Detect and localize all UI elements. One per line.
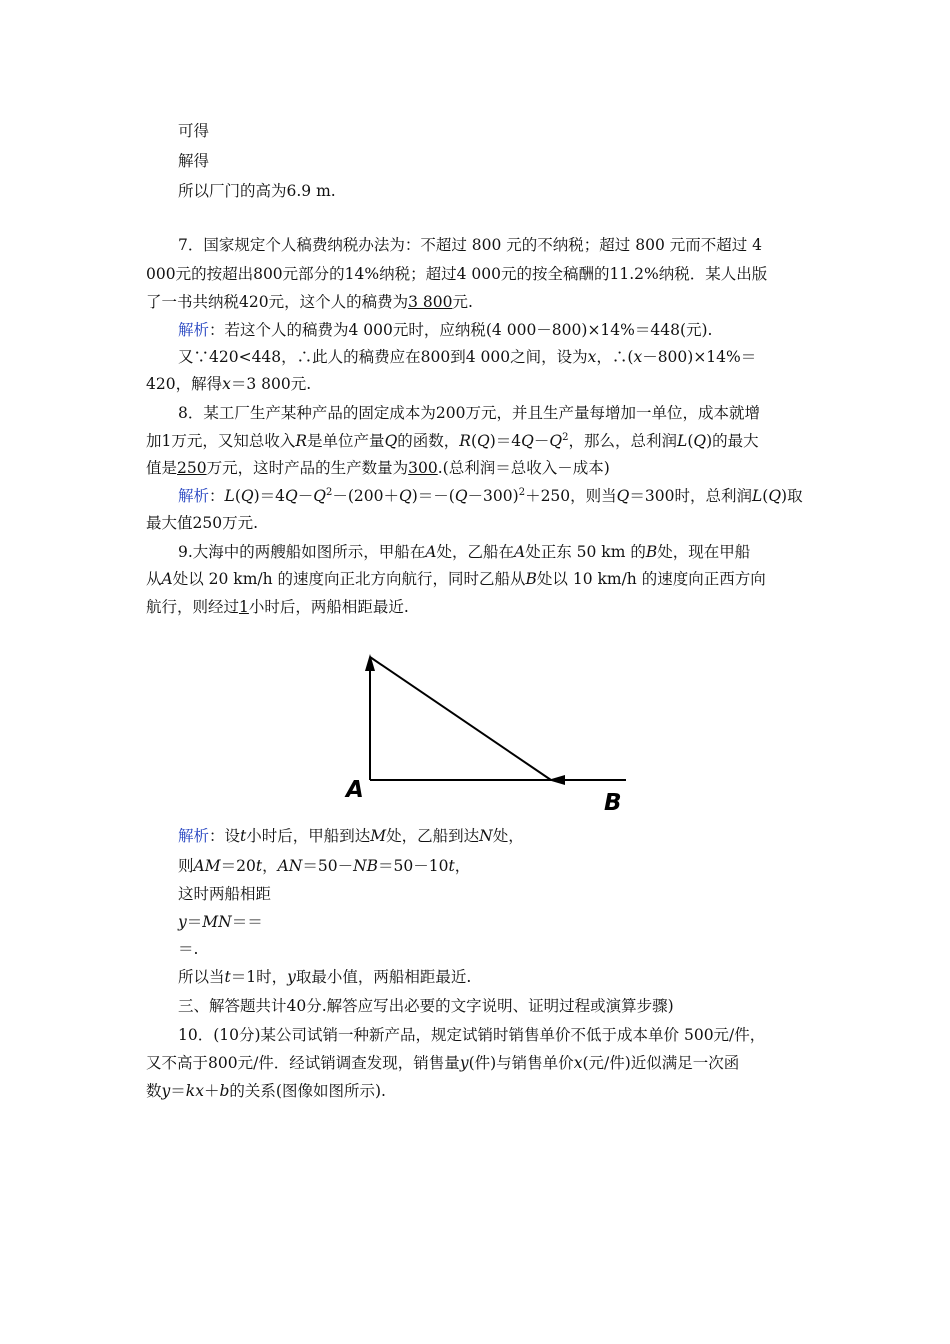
exponent: 2 (518, 487, 526, 498)
var-x: x (195, 1082, 204, 1100)
q7-line-1: 7．国家规定个人稿费纳税办法为：不超过 800 元的不纳税；超过 800 元而不超过 4 (178, 236, 763, 254)
figure-label-B: B (604, 790, 622, 816)
var-x: x (222, 375, 231, 393)
q9-solution-6 (178, 967, 471, 987)
q8-sol-text: )取 (781, 487, 803, 505)
q9-text: 9.大海中的两艘船如图所示，甲船在 (178, 543, 426, 561)
q9-sol-text: ＝＝ (231, 913, 263, 931)
q7-text: 元. (452, 293, 473, 311)
q7-sol-text: 420，解得 (146, 375, 223, 393)
ships-figure (336, 645, 636, 820)
q7-sol-text: 又∵420<448，∴此人的稿费应在800到4 000之间，设为 (178, 348, 588, 366)
var-x: x (573, 1054, 583, 1072)
var-y: y (459, 1054, 469, 1072)
var-R: R (295, 432, 308, 450)
q9-sol-text: 所以当 (178, 968, 225, 986)
q8-sol-text: －(200＋ (332, 487, 399, 505)
q8-text: 是单位产量 (307, 432, 385, 450)
q8-sol-text: )＝－( (411, 487, 455, 505)
q9-sol-text: ， (454, 857, 471, 875)
intro-line-1: 可得 (178, 122, 210, 140)
q9-sol-text: 则 (178, 857, 194, 875)
q8-text: ( (470, 432, 478, 450)
q8-line-3 (146, 458, 610, 478)
exponent: 2 (325, 487, 333, 498)
var-N: N (479, 827, 493, 845)
var-y: y (178, 913, 187, 931)
var-AN: AN (277, 857, 303, 875)
var-M: M (370, 827, 387, 845)
section-3-heading: 三、解答题共计40分.解答应写出必要的文字说明、证明过程或演算步骤) (178, 997, 674, 1015)
q8-solution-1 (178, 486, 803, 506)
var-x: x (633, 348, 643, 366)
q7-text: 了一书共纳税420元，这个人的稿费为 (146, 293, 409, 311)
q8-text: )＝4 (489, 432, 522, 450)
q10-text: ＝ (170, 1082, 186, 1100)
var-Q: Q (285, 487, 298, 505)
var-B: B (645, 543, 658, 561)
var-L: L (751, 487, 763, 505)
var-L: L (677, 432, 688, 450)
q8-text: 万元，这时产品的生产数量为 (206, 459, 409, 477)
q8-answer-1: 250 (177, 459, 207, 477)
q10-line-2 (146, 1053, 739, 1073)
q8-sol-text: ＋250，则当 (525, 487, 617, 505)
q8-line-1: 8．某工厂生产某种产品的固定成本为200万元，并且生产量每增加一单位，成本就增 (178, 404, 760, 422)
var-Q: Q (693, 432, 707, 450)
q7-sol-text: ，∴( (596, 348, 634, 366)
q7-line-2: 000元的按超出800元部分的14%纳税；超过4 000元的按全稿酬的11.2%纳税．某人出版 (146, 265, 768, 283)
q7-solution-1 (178, 320, 713, 340)
q9-text: 从 (146, 570, 162, 588)
q9-sol-text: ＝50－ (302, 857, 354, 875)
q8-text: ( (687, 432, 694, 450)
q8-text: － (533, 432, 550, 450)
var-L: L (224, 487, 235, 505)
q10-text: ＋ (203, 1082, 220, 1100)
q10-text: (元/件)近似满足一次函 (582, 1054, 740, 1072)
q8-sol-text: )＝4 (253, 487, 286, 505)
q9-sol-text: 处， (492, 827, 524, 845)
q8-sol-text: ( (234, 487, 241, 505)
intro-line-3: 所以厂门的高为6.9 m. (178, 182, 336, 200)
q9-sol-text: ＝ (186, 913, 203, 931)
q9-text: 小时后，两船相距最近. (248, 598, 409, 616)
var-AM: AM (193, 857, 221, 875)
q8-text: 加1万元，又知总收入 (146, 432, 296, 450)
var-y: y (287, 968, 296, 986)
var-B: B (525, 570, 537, 588)
q9-sol-text: ：设 (209, 827, 241, 845)
q9-solution-5: ＝. (178, 940, 199, 958)
q9-sol-text: ＝1时， (230, 968, 288, 986)
q9-sol-text: ， (262, 857, 278, 875)
q8-text: .(总利润＝总收入－成本) (437, 459, 610, 477)
q9-sol-text: ＝50－10 (378, 857, 449, 875)
q9-solution-3: 这时两船相距 (178, 885, 272, 903)
q10-line-3 (146, 1081, 386, 1101)
q9-sol-text: 小时后，甲船到达 (246, 827, 371, 845)
q9-line-2 (146, 569, 766, 589)
q8-answer-2: 300 (408, 459, 438, 477)
var-Q: Q (384, 432, 398, 450)
q7-answer: 3 800 (408, 293, 453, 311)
q8-solution-2: 最大值250万元. (146, 514, 259, 532)
q7-sol-text: ：若这个人的稿费为4 000元时，应纳税(4 000－800)×14%＝448(元). (209, 321, 713, 339)
q10-text: 的关系(图像如图所示). (229, 1082, 386, 1100)
q9-solution-4 (178, 912, 263, 932)
q7-sol-text: －800)×14%＝ (642, 348, 757, 366)
var-Q: Q (521, 432, 534, 450)
q8-sol-text: － (297, 487, 314, 505)
var-A: A (161, 570, 173, 588)
q8-text: )的最大 (706, 432, 759, 450)
var-t: t (448, 857, 455, 875)
arrow-north-icon (365, 654, 375, 671)
figure-label-A: A (346, 777, 364, 803)
solution-label: 解析 (178, 321, 210, 339)
q9-text: 处，乙船在 (436, 543, 515, 561)
q9-solution-1 (178, 826, 524, 846)
var-x: x (587, 348, 597, 366)
q8-line-2 (146, 431, 759, 451)
q9-line-3 (146, 597, 409, 617)
q10-text: 数 (146, 1082, 162, 1100)
var-A: A (425, 543, 437, 561)
q8-sol-text: ＝300时，总利润 (629, 487, 752, 505)
var-Q: Q (313, 487, 326, 505)
exponent: 2 (562, 432, 569, 443)
q9-text: 处，现在甲船 (657, 543, 751, 561)
q9-line-1 (178, 542, 750, 562)
solution-label: 解析 (178, 827, 210, 845)
q8-text: 的函数， (397, 432, 460, 450)
var-t: t (224, 968, 231, 986)
q9-text: 处正东 50 km 的 (525, 543, 646, 561)
q9-text: 航行，则经过 (146, 598, 240, 616)
var-Q: Q (399, 487, 412, 505)
var-Q: Q (549, 432, 563, 450)
q8-sol-text: ( (762, 487, 769, 505)
var-k: k (185, 1082, 196, 1100)
q9-text: 处以 10 km/h 的速度向正西方向 (536, 570, 766, 588)
line-hypotenuse (370, 657, 551, 780)
q9-sol-text: 取最小值，两船相距最近. (295, 968, 472, 986)
q7-sol-text: ＝3 800元. (230, 375, 312, 393)
q8-text: ，那么，总利润 (568, 432, 678, 450)
q7-line-3 (146, 292, 473, 312)
solution-label: 解析 (178, 487, 210, 505)
var-t: t (255, 857, 263, 875)
q8-sol-text: ： (209, 487, 225, 505)
var-b: b (219, 1082, 230, 1100)
var-Q: Q (240, 487, 254, 505)
var-t: t (240, 827, 247, 845)
q9-sol-text: 处，乙船到达 (386, 827, 480, 845)
q7-solution-2 (178, 347, 756, 367)
var-Q: Q (616, 487, 630, 505)
var-Q: Q (454, 487, 468, 505)
var-R: R (459, 432, 471, 450)
var-Q: Q (477, 432, 490, 450)
arrow-west-icon (548, 775, 565, 785)
q8-text: 值是 (146, 459, 178, 477)
q9-solution-2 (178, 856, 470, 876)
q9-sol-text: ＝20 (220, 857, 256, 875)
q10-text: 又不高于800元/件．经试销调查发现，销售量 (146, 1054, 460, 1072)
var-Q: Q (768, 487, 782, 505)
q9-text: 处以 20 km/h 的速度向正北方向航行，同时乙船从 (172, 570, 526, 588)
q10-text: (件)与销售单价 (468, 1054, 574, 1072)
var-NB: NB (353, 857, 379, 875)
q9-answer: 1 (239, 598, 249, 616)
q10-line-1: 10．(10分)某公司试销一种新产品，规定试销时销售单价不低于成本单价 500元/件， (178, 1026, 766, 1044)
q8-sol-text: －300) (467, 487, 519, 505)
var-MN: MN (202, 913, 232, 931)
q7-solution-3 (146, 374, 311, 394)
var-A: A (514, 543, 526, 561)
var-y: y (161, 1082, 171, 1100)
intro-line-2: 解得 (178, 152, 210, 170)
